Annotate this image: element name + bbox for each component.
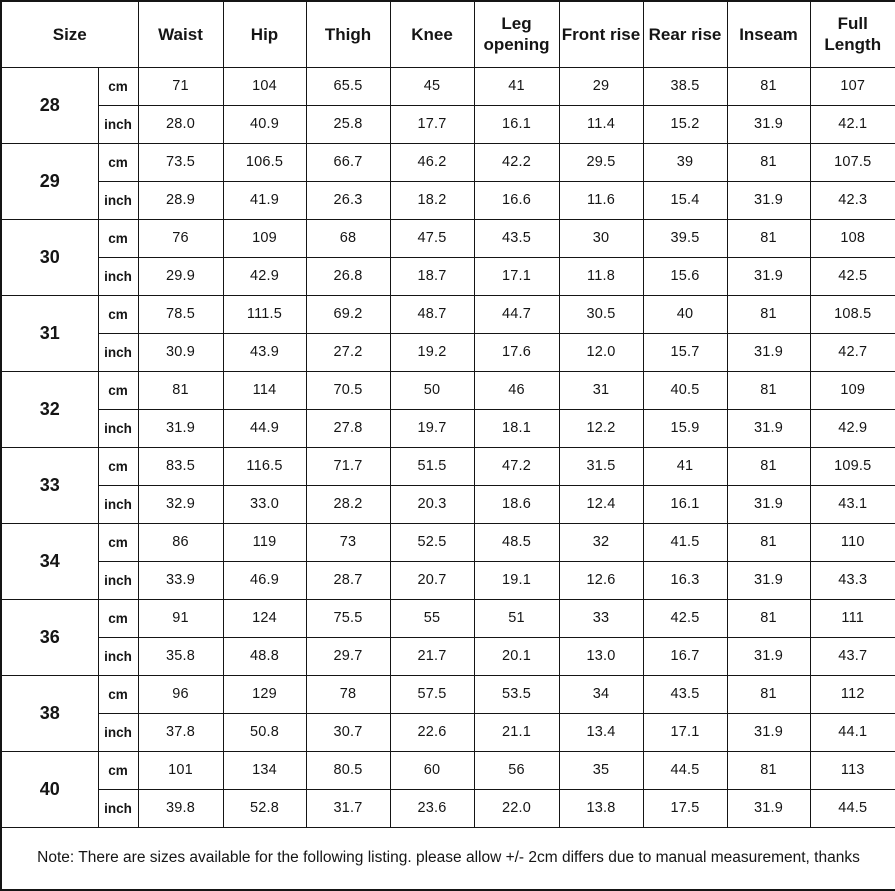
value-cell: 22.6 bbox=[390, 713, 474, 751]
size-cell: 28 bbox=[1, 67, 98, 143]
value-cell: 31.9 bbox=[727, 409, 810, 447]
unit-cell-inch: inch bbox=[98, 561, 138, 599]
value-cell: 31.9 bbox=[727, 181, 810, 219]
header-cell: Hip bbox=[223, 1, 306, 67]
value-cell: 35.8 bbox=[138, 637, 223, 675]
header-cell: Thigh bbox=[306, 1, 390, 67]
value-cell: 28.9 bbox=[138, 181, 223, 219]
value-cell: 119 bbox=[223, 523, 306, 561]
value-cell: 18.1 bbox=[474, 409, 559, 447]
value-cell: 29 bbox=[559, 67, 643, 105]
value-cell: 31.9 bbox=[727, 105, 810, 143]
note-text: Note: There are sizes available for the following listing. please allow +/- 2cm differs due to manual measurement, thanks bbox=[1, 827, 895, 890]
value-cell: 20.1 bbox=[474, 637, 559, 675]
value-cell: 31.9 bbox=[727, 713, 810, 751]
value-cell: 11.6 bbox=[559, 181, 643, 219]
value-cell: 113 bbox=[810, 751, 895, 789]
header-cell: Leg opening bbox=[474, 1, 559, 67]
value-cell: 70.5 bbox=[306, 371, 390, 409]
table-row-inch bbox=[1, 561, 895, 599]
value-cell: 33 bbox=[559, 599, 643, 637]
value-cell: 41 bbox=[474, 67, 559, 105]
value-cell: 104 bbox=[223, 67, 306, 105]
value-cell: 111 bbox=[810, 599, 895, 637]
value-cell: 44.7 bbox=[474, 295, 559, 333]
value-cell: 20.7 bbox=[390, 561, 474, 599]
value-cell: 81 bbox=[727, 675, 810, 713]
unit-cell-inch: inch bbox=[98, 333, 138, 371]
unit-cell-cm: cm bbox=[98, 447, 138, 485]
value-cell: 78.5 bbox=[138, 295, 223, 333]
value-cell: 31.9 bbox=[727, 789, 810, 827]
value-cell: 27.2 bbox=[306, 333, 390, 371]
value-cell: 48.8 bbox=[223, 637, 306, 675]
value-cell: 12.6 bbox=[559, 561, 643, 599]
value-cell: 15.7 bbox=[643, 333, 727, 371]
value-cell: 52.5 bbox=[390, 523, 474, 561]
table-row-inch bbox=[1, 485, 895, 523]
unit-cell-cm: cm bbox=[98, 219, 138, 257]
value-cell: 32 bbox=[559, 523, 643, 561]
table-row-cm bbox=[1, 523, 895, 561]
value-cell: 15.4 bbox=[643, 181, 727, 219]
value-cell: 31.9 bbox=[727, 561, 810, 599]
value-cell: 47.2 bbox=[474, 447, 559, 485]
value-cell: 134 bbox=[223, 751, 306, 789]
value-cell: 23.6 bbox=[390, 789, 474, 827]
value-cell: 31.9 bbox=[727, 637, 810, 675]
value-cell: 34 bbox=[559, 675, 643, 713]
size-cell: 32 bbox=[1, 371, 98, 447]
value-cell: 12.2 bbox=[559, 409, 643, 447]
value-cell: 81 bbox=[727, 599, 810, 637]
value-cell: 13.0 bbox=[559, 637, 643, 675]
value-cell: 43.9 bbox=[223, 333, 306, 371]
unit-cell-inch: inch bbox=[98, 181, 138, 219]
value-cell: 44.5 bbox=[643, 751, 727, 789]
value-cell: 76 bbox=[138, 219, 223, 257]
value-cell: 31.9 bbox=[727, 333, 810, 371]
header-cell: Knee bbox=[390, 1, 474, 67]
value-cell: 50 bbox=[390, 371, 474, 409]
size-cell: 38 bbox=[1, 675, 98, 751]
unit-cell-cm: cm bbox=[98, 523, 138, 561]
value-cell: 16.1 bbox=[474, 105, 559, 143]
table-body bbox=[1, 67, 895, 827]
value-cell: 81 bbox=[727, 751, 810, 789]
unit-cell-cm: cm bbox=[98, 751, 138, 789]
value-cell: 52.8 bbox=[223, 789, 306, 827]
value-cell: 32.9 bbox=[138, 485, 223, 523]
value-cell: 12.4 bbox=[559, 485, 643, 523]
value-cell: 107.5 bbox=[810, 143, 895, 181]
value-cell: 22.0 bbox=[474, 789, 559, 827]
value-cell: 44.1 bbox=[810, 713, 895, 751]
table-header bbox=[1, 1, 895, 67]
unit-cell-cm: cm bbox=[98, 371, 138, 409]
value-cell: 108.5 bbox=[810, 295, 895, 333]
table-row-inch bbox=[1, 713, 895, 751]
value-cell: 29.9 bbox=[138, 257, 223, 295]
unit-cell-cm: cm bbox=[98, 675, 138, 713]
value-cell: 96 bbox=[138, 675, 223, 713]
value-cell: 11.8 bbox=[559, 257, 643, 295]
value-cell: 21.7 bbox=[390, 637, 474, 675]
table-row-cm bbox=[1, 675, 895, 713]
unit-cell-inch: inch bbox=[98, 789, 138, 827]
value-cell: 40 bbox=[643, 295, 727, 333]
value-cell: 12.0 bbox=[559, 333, 643, 371]
value-cell: 17.1 bbox=[474, 257, 559, 295]
value-cell: 46 bbox=[474, 371, 559, 409]
value-cell: 27.8 bbox=[306, 409, 390, 447]
value-cell: 20.3 bbox=[390, 485, 474, 523]
value-cell: 75.5 bbox=[306, 599, 390, 637]
value-cell: 106.5 bbox=[223, 143, 306, 181]
value-cell: 16.1 bbox=[643, 485, 727, 523]
table-row-cm bbox=[1, 599, 895, 637]
value-cell: 44.5 bbox=[810, 789, 895, 827]
value-cell: 45 bbox=[390, 67, 474, 105]
value-cell: 124 bbox=[223, 599, 306, 637]
size-cell: 34 bbox=[1, 523, 98, 599]
table-row-inch bbox=[1, 105, 895, 143]
value-cell: 16.6 bbox=[474, 181, 559, 219]
value-cell: 81 bbox=[727, 295, 810, 333]
value-cell: 31.9 bbox=[727, 257, 810, 295]
value-cell: 81 bbox=[727, 523, 810, 561]
unit-cell-inch: inch bbox=[98, 637, 138, 675]
table-row-cm bbox=[1, 143, 895, 181]
value-cell: 19.1 bbox=[474, 561, 559, 599]
value-cell: 13.4 bbox=[559, 713, 643, 751]
value-cell: 39.5 bbox=[643, 219, 727, 257]
value-cell: 29.5 bbox=[559, 143, 643, 181]
value-cell: 38.5 bbox=[643, 67, 727, 105]
value-cell: 86 bbox=[138, 523, 223, 561]
value-cell: 28.0 bbox=[138, 105, 223, 143]
value-cell: 56 bbox=[474, 751, 559, 789]
value-cell: 42.3 bbox=[810, 181, 895, 219]
value-cell: 81 bbox=[727, 67, 810, 105]
value-cell: 109 bbox=[810, 371, 895, 409]
header-cell: Front rise bbox=[559, 1, 643, 67]
value-cell: 43.3 bbox=[810, 561, 895, 599]
value-cell: 30.5 bbox=[559, 295, 643, 333]
value-cell: 11.4 bbox=[559, 105, 643, 143]
unit-cell-inch: inch bbox=[98, 257, 138, 295]
value-cell: 19.7 bbox=[390, 409, 474, 447]
size-cell: 30 bbox=[1, 219, 98, 295]
size-cell: 31 bbox=[1, 295, 98, 371]
value-cell: 25.8 bbox=[306, 105, 390, 143]
header-cell: Rear rise bbox=[643, 1, 727, 67]
value-cell: 42.5 bbox=[810, 257, 895, 295]
size-cell: 29 bbox=[1, 143, 98, 219]
value-cell: 33.0 bbox=[223, 485, 306, 523]
value-cell: 109 bbox=[223, 219, 306, 257]
value-cell: 116.5 bbox=[223, 447, 306, 485]
table-footer bbox=[1, 827, 895, 890]
unit-cell-cm: cm bbox=[98, 67, 138, 105]
unit-cell-cm: cm bbox=[98, 599, 138, 637]
value-cell: 42.9 bbox=[810, 409, 895, 447]
value-cell: 48.5 bbox=[474, 523, 559, 561]
value-cell: 66.7 bbox=[306, 143, 390, 181]
value-cell: 40.9 bbox=[223, 105, 306, 143]
value-cell: 30 bbox=[559, 219, 643, 257]
table-row-inch bbox=[1, 333, 895, 371]
table-row-cm bbox=[1, 219, 895, 257]
size-cell: 40 bbox=[1, 751, 98, 827]
table-row-cm bbox=[1, 751, 895, 789]
value-cell: 41 bbox=[643, 447, 727, 485]
header-row bbox=[1, 1, 895, 67]
value-cell: 30.9 bbox=[138, 333, 223, 371]
value-cell: 17.1 bbox=[643, 713, 727, 751]
value-cell: 18.2 bbox=[390, 181, 474, 219]
table-row-cm bbox=[1, 295, 895, 333]
value-cell: 71 bbox=[138, 67, 223, 105]
value-cell: 110 bbox=[810, 523, 895, 561]
value-cell: 31.9 bbox=[138, 409, 223, 447]
table-row-inch bbox=[1, 409, 895, 447]
value-cell: 60 bbox=[390, 751, 474, 789]
value-cell: 81 bbox=[138, 371, 223, 409]
value-cell: 109.5 bbox=[810, 447, 895, 485]
value-cell: 35 bbox=[559, 751, 643, 789]
value-cell: 46.9 bbox=[223, 561, 306, 599]
value-cell: 80.5 bbox=[306, 751, 390, 789]
header-cell: Inseam bbox=[727, 1, 810, 67]
value-cell: 68 bbox=[306, 219, 390, 257]
value-cell: 69.2 bbox=[306, 295, 390, 333]
value-cell: 42.1 bbox=[810, 105, 895, 143]
size-cell: 36 bbox=[1, 599, 98, 675]
value-cell: 41.5 bbox=[643, 523, 727, 561]
value-cell: 42.5 bbox=[643, 599, 727, 637]
value-cell: 26.3 bbox=[306, 181, 390, 219]
value-cell: 73.5 bbox=[138, 143, 223, 181]
value-cell: 29.7 bbox=[306, 637, 390, 675]
value-cell: 17.6 bbox=[474, 333, 559, 371]
value-cell: 39.8 bbox=[138, 789, 223, 827]
value-cell: 15.2 bbox=[643, 105, 727, 143]
value-cell: 30.7 bbox=[306, 713, 390, 751]
header-cell: Full Length bbox=[810, 1, 895, 67]
value-cell: 28.7 bbox=[306, 561, 390, 599]
value-cell: 53.5 bbox=[474, 675, 559, 713]
value-cell: 31.9 bbox=[727, 485, 810, 523]
value-cell: 42.2 bbox=[474, 143, 559, 181]
note-row bbox=[1, 827, 895, 890]
value-cell: 48.7 bbox=[390, 295, 474, 333]
value-cell: 31.5 bbox=[559, 447, 643, 485]
value-cell: 81 bbox=[727, 447, 810, 485]
value-cell: 31 bbox=[559, 371, 643, 409]
value-cell: 73 bbox=[306, 523, 390, 561]
value-cell: 28.2 bbox=[306, 485, 390, 523]
unit-cell-inch: inch bbox=[98, 713, 138, 751]
value-cell: 31.7 bbox=[306, 789, 390, 827]
value-cell: 15.9 bbox=[643, 409, 727, 447]
value-cell: 46.2 bbox=[390, 143, 474, 181]
header-cell: Waist bbox=[138, 1, 223, 67]
header-cell-size: Size bbox=[1, 1, 138, 67]
value-cell: 18.6 bbox=[474, 485, 559, 523]
value-cell: 65.5 bbox=[306, 67, 390, 105]
table-row-cm bbox=[1, 371, 895, 409]
value-cell: 42.7 bbox=[810, 333, 895, 371]
value-cell: 71.7 bbox=[306, 447, 390, 485]
value-cell: 91 bbox=[138, 599, 223, 637]
value-cell: 17.7 bbox=[390, 105, 474, 143]
value-cell: 37.8 bbox=[138, 713, 223, 751]
table-row-inch bbox=[1, 181, 895, 219]
value-cell: 18.7 bbox=[390, 257, 474, 295]
table-row-inch bbox=[1, 789, 895, 827]
value-cell: 108 bbox=[810, 219, 895, 257]
value-cell: 26.8 bbox=[306, 257, 390, 295]
value-cell: 43.5 bbox=[643, 675, 727, 713]
value-cell: 44.9 bbox=[223, 409, 306, 447]
value-cell: 107 bbox=[810, 67, 895, 105]
value-cell: 39 bbox=[643, 143, 727, 181]
unit-cell-inch: inch bbox=[98, 485, 138, 523]
table-row-cm bbox=[1, 67, 895, 105]
value-cell: 51.5 bbox=[390, 447, 474, 485]
value-cell: 55 bbox=[390, 599, 474, 637]
value-cell: 129 bbox=[223, 675, 306, 713]
value-cell: 112 bbox=[810, 675, 895, 713]
value-cell: 50.8 bbox=[223, 713, 306, 751]
value-cell: 21.1 bbox=[474, 713, 559, 751]
value-cell: 43.1 bbox=[810, 485, 895, 523]
value-cell: 101 bbox=[138, 751, 223, 789]
table-row-inch bbox=[1, 637, 895, 675]
unit-cell-cm: cm bbox=[98, 295, 138, 333]
table-row-cm bbox=[1, 447, 895, 485]
value-cell: 41.9 bbox=[223, 181, 306, 219]
value-cell: 15.6 bbox=[643, 257, 727, 295]
value-cell: 47.5 bbox=[390, 219, 474, 257]
value-cell: 16.3 bbox=[643, 561, 727, 599]
value-cell: 81 bbox=[727, 219, 810, 257]
unit-cell-inch: inch bbox=[98, 409, 138, 447]
value-cell: 17.5 bbox=[643, 789, 727, 827]
value-cell: 19.2 bbox=[390, 333, 474, 371]
table-row-inch bbox=[1, 257, 895, 295]
value-cell: 83.5 bbox=[138, 447, 223, 485]
value-cell: 13.8 bbox=[559, 789, 643, 827]
value-cell: 43.5 bbox=[474, 219, 559, 257]
value-cell: 40.5 bbox=[643, 371, 727, 409]
value-cell: 78 bbox=[306, 675, 390, 713]
value-cell: 81 bbox=[727, 143, 810, 181]
unit-cell-inch: inch bbox=[98, 105, 138, 143]
value-cell: 51 bbox=[474, 599, 559, 637]
value-cell: 16.7 bbox=[643, 637, 727, 675]
unit-cell-cm: cm bbox=[98, 143, 138, 181]
value-cell: 81 bbox=[727, 371, 810, 409]
value-cell: 57.5 bbox=[390, 675, 474, 713]
value-cell: 43.7 bbox=[810, 637, 895, 675]
value-cell: 111.5 bbox=[223, 295, 306, 333]
value-cell: 33.9 bbox=[138, 561, 223, 599]
size-cell: 33 bbox=[1, 447, 98, 523]
value-cell: 114 bbox=[223, 371, 306, 409]
value-cell: 42.9 bbox=[223, 257, 306, 295]
